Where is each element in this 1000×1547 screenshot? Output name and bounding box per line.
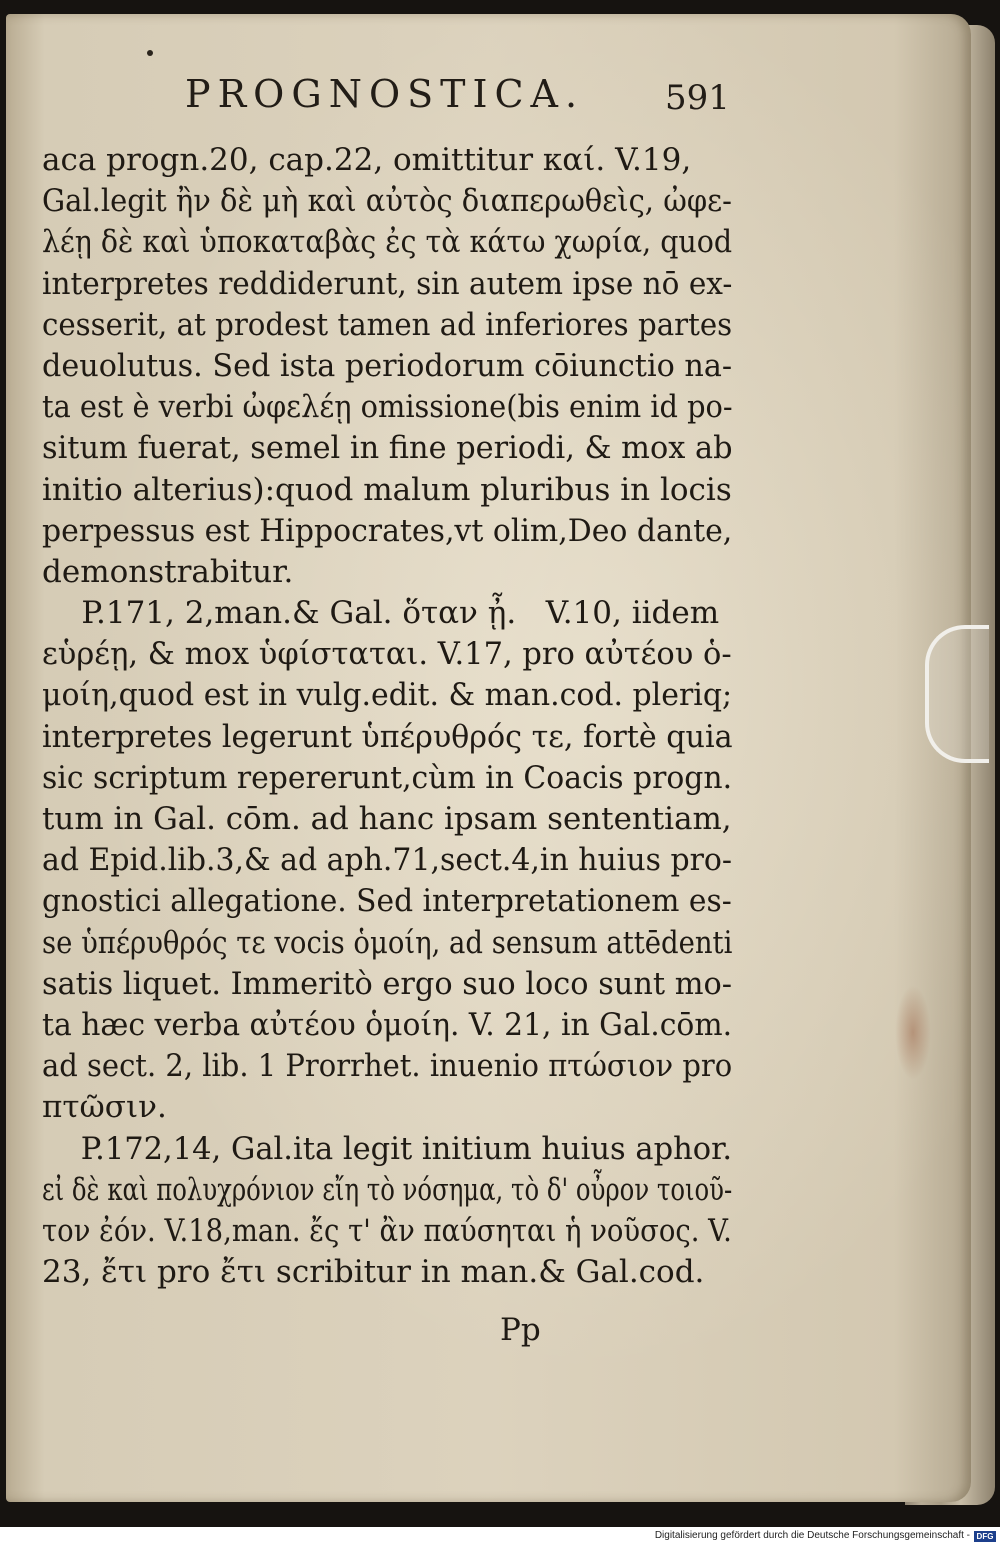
text-line: gnostici allegatione. Sed interpretationem es-	[42, 883, 732, 920]
text-line: interpretes legerunt ὑπέρυθρός τε, fortè quia	[42, 718, 733, 755]
running-head: PROGNOSTICA.	[185, 72, 585, 116]
text-line: demonstrabitur.	[42, 553, 294, 590]
text-line: εἰ δὲ καὶ πολυχρόνιον εἴη τὸ νόσημα, τὸ δ' οὖρον τοιοῦ-	[42, 1171, 733, 1208]
body-text	[42, 140, 733, 1293]
text-line: aca progn.20, cap.22, omittitur καί. V.19,	[42, 142, 692, 178]
footer-bar	[0, 1527, 1000, 1547]
text-line: tum in Gal. cōm. ad hanc ipsam sententiam,	[42, 801, 732, 837]
text-line: satis liquet. Immeritò ergo suo loco sunt mo-	[42, 965, 733, 1002]
paper-stain	[895, 985, 931, 1080]
dfg-logo: DFG	[974, 1531, 996, 1542]
text-line: interpretes reddiderunt, sin autem ipse nō ex-	[42, 265, 733, 302]
text-line: sic scriptum repererunt,cùm in Coacis progn.	[42, 759, 733, 796]
text-line: μοίη,quod est in vulg.edit. & man.cod. pleriq;	[42, 677, 733, 714]
text-line: πτῶσιν.	[42, 1089, 167, 1126]
text-line: 23, ἔτι pro ἔτι scribitur in man.& Gal.cod.	[42, 1254, 705, 1291]
text-line: τον ἐόν. V.18,man. ἔς τ' ἂν παύσηται ἡ νοῦσος. V.	[42, 1212, 732, 1249]
text-line: cesserit, at prodest tamen ad inferiores partes	[42, 306, 733, 343]
text-line: se ὑπέρυθρός τε vocis ὁμοίη, ad sensum attēdenti	[42, 924, 733, 961]
text-line: initio alterius):quod malum pluribus in locis	[42, 471, 732, 508]
text-line: εὑρέῃ, & mox ὑφίσταται. V.17, pro αὐτέου ὁ-	[42, 636, 732, 673]
text-line: ta hæc verba αὐτέου ὁμοίη. V. 21, in Gal.cōm.	[42, 1006, 733, 1043]
text-line: Gal.legit ἢν δὲ μὴ καὶ αὐτὸς διαπερωθεὶς, ὠφε-	[42, 183, 732, 220]
text-line: deuolutus. Sed ista periodorum cōiunctio na-	[42, 347, 733, 384]
page-clip	[925, 625, 989, 763]
text-line: ta est è verbi ὠφελέῃ omissione(bis enim id po-	[42, 389, 733, 426]
ink-dot	[147, 50, 153, 56]
text-line: P.171, 2,man.& Gal. ὅταν ᾖ. V.10, iidem	[42, 595, 720, 632]
catchword: Pp	[500, 1312, 541, 1348]
text-line: ad sect. 2, lib. 1 Prorrhet. inuenio πτώσιον pro	[42, 1048, 733, 1085]
text-line: situm fuerat, semel in fine periodi, & mox ab	[42, 430, 733, 467]
page-number: 591	[665, 78, 730, 118]
funding-credit: Digitalisierung gefördert durch die Deutsche Forschungsgemeinschaft -	[654, 1530, 970, 1541]
text-line: ad Epid.lib.3,& ad aph.71,sect.4,in huius pro-	[42, 842, 733, 879]
text-line: λέῃ δὲ καὶ ὑποκαταβὰς ἐς τὰ κάτω χωρία, quod	[42, 224, 733, 261]
text-line: P.172,14, Gal.ita legit initium huius aphor.	[42, 1130, 733, 1167]
text-line: perpessus est Hippocrates,vt olim,Deo dante,	[42, 512, 733, 549]
